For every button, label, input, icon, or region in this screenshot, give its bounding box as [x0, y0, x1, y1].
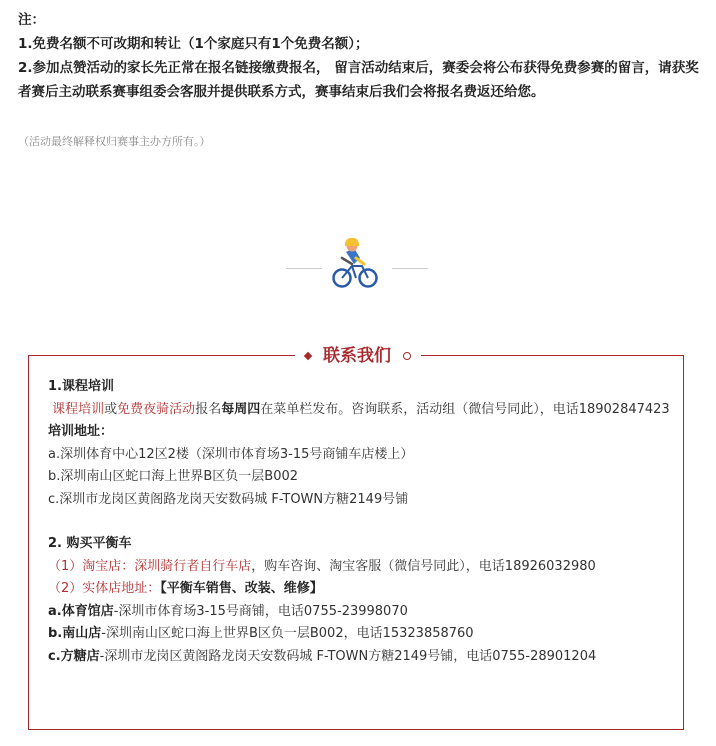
- notes-line-1: 1.免费名额不可改期和转让（1个家庭只有1个免费名额）；: [18, 36, 369, 52]
- item-2-rest: 【平衡车销售、改装、维修】: [160, 581, 323, 596]
- store-a-name: a.体育馆店: [48, 603, 114, 619]
- address-c: c.深圳市龙岗区黄阁路龙岗天安数码城 F-TOWN方糖2149号铺: [48, 491, 409, 507]
- intro-mid: 报名: [195, 401, 222, 417]
- section-2-item-1: [48, 556, 678, 579]
- store-b-detail: -深圳南山区蛇口海上世界B区负一层B002，电话15323858760: [101, 626, 474, 641]
- intro-or: 或: [104, 401, 118, 417]
- contact-body: [48, 376, 678, 668]
- section-1-intro: [48, 399, 678, 422]
- ring-icon: [403, 352, 411, 360]
- section-2-heading: 2. 购买平衡车: [48, 536, 132, 551]
- disclaimer-text: （活动最终解释权归赛事主办方所有。）: [18, 135, 211, 148]
- contact-title-pill: [295, 344, 421, 368]
- section-2-item-2: [48, 578, 678, 601]
- item-1-num: （1）: [48, 558, 83, 574]
- store-address-label: 实体店地址：: [82, 581, 161, 596]
- item-1-rest: ，购车咨询、淘宝客服（微信号同此），电话18926032980: [251, 558, 596, 574]
- store-a: [48, 601, 678, 624]
- notes-line-2: 2.参加点赞活动的家长先正常在报名链接缴费报名， 留言活动结束后，赛委会将公布获得免费参赛的留言，请获奖者赛后主动联系赛事组委会客服并提供联系方式，赛事结束后我们会将报名费返还给您。: [18, 60, 699, 100]
- intro-rest: 在菜单栏发布。咨询联系，活动组（微信号同此），电话18902847423: [260, 401, 670, 417]
- store-c-name: c.方糖店: [48, 648, 100, 664]
- item-2-num: （2）: [48, 581, 83, 596]
- store-b-name: b.南山店: [48, 626, 102, 641]
- store-a-detail: -深圳市体育场3-15号商铺，电话0755-23998070: [113, 603, 408, 619]
- night-ride-link[interactable]: 免费夜骑活动: [117, 401, 196, 417]
- contact-title: 联系我们: [323, 346, 391, 366]
- store-c-detail: -深圳市龙岗区黄阁路龙岗天安数码城 F-TOWN方糖2149号铺，电话0755-28901204: [99, 648, 597, 664]
- store-c: [48, 646, 678, 669]
- address-heading: 培训地址：: [48, 424, 114, 439]
- intro-weekday: 每周四: [221, 401, 261, 417]
- divider-line-left: [286, 268, 322, 269]
- diamond-icon: [304, 352, 312, 360]
- divider-line-right: [392, 268, 428, 269]
- notes-section: [18, 8, 708, 104]
- section-divider: [0, 238, 716, 290]
- address-a: a.深圳体育中心12区2楼（深圳市体育场3-15号商铺车店楼上）: [48, 446, 414, 462]
- address-b: b.深圳南山区蛇口海上世界B区负一层B002: [48, 469, 299, 484]
- taobao-store-link[interactable]: 淘宝店：深圳骑行者自行车店: [82, 558, 252, 574]
- bike-rider-icon: [330, 238, 380, 290]
- store-b: [48, 623, 678, 646]
- course-training-link[interactable]: 课程培训: [52, 401, 105, 417]
- notes-title: 注：: [18, 12, 45, 28]
- section-1-heading: 1.课程培训: [48, 379, 114, 394]
